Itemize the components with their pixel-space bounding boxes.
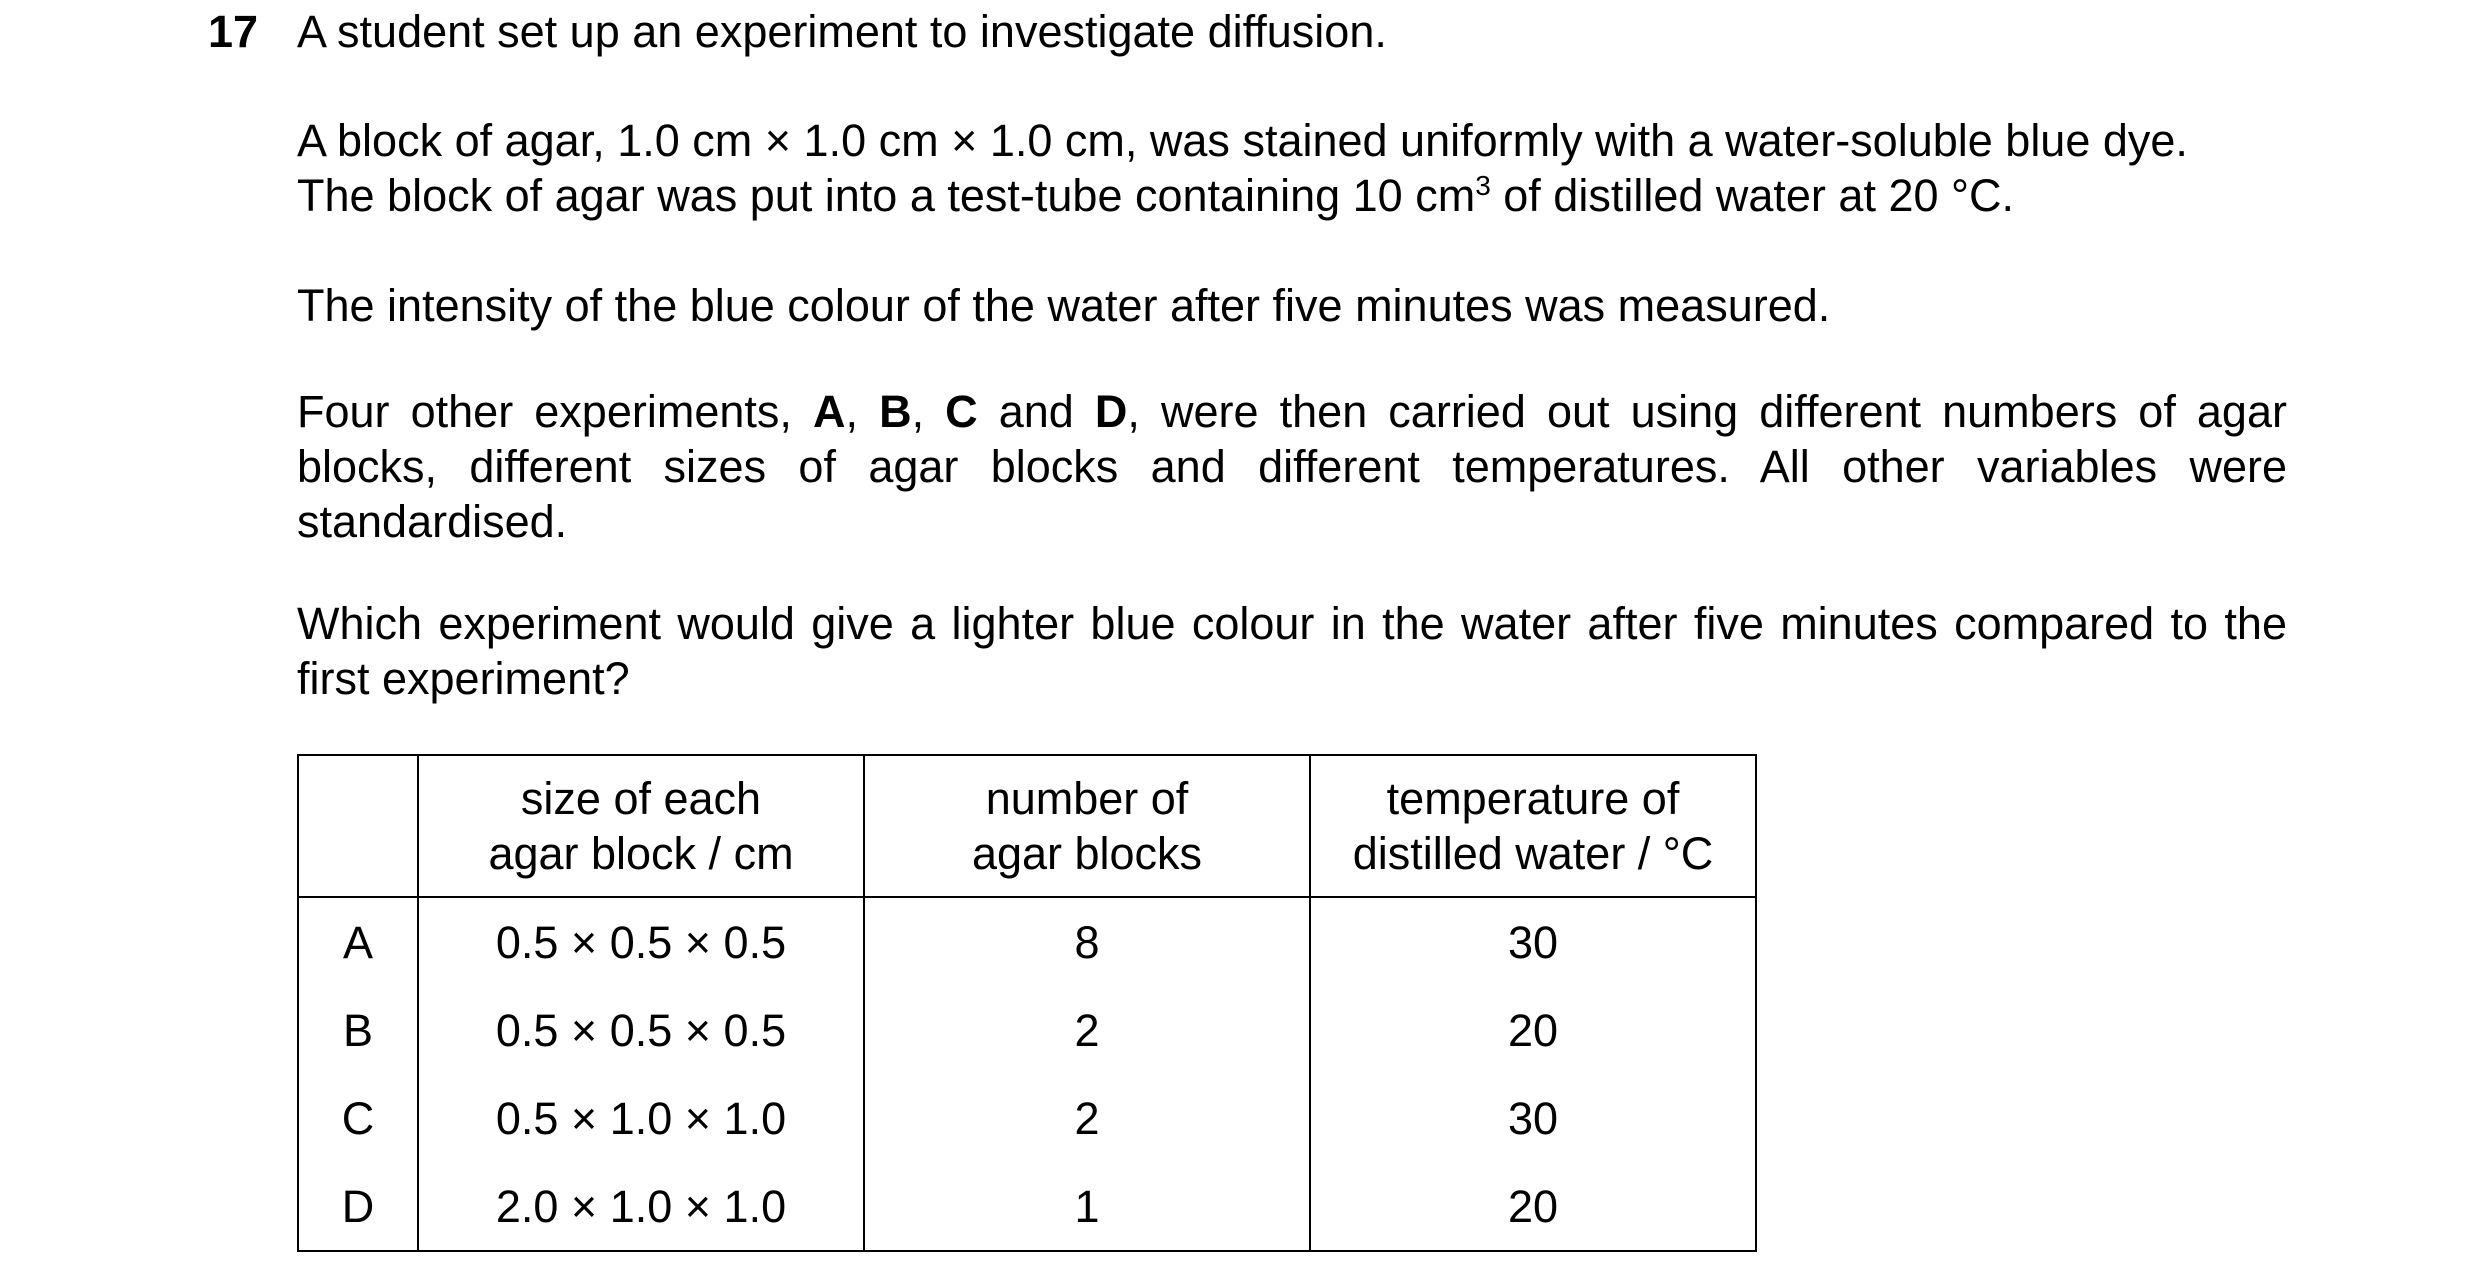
table-row[interactable] — [298, 1074, 1756, 1162]
cell-number: 2 — [864, 1074, 1310, 1162]
header-blank — [298, 755, 418, 897]
question-prompt: Which experiment would give a lighter blue colour in the water after five minutes compared to the first experiment? — [297, 598, 2287, 704]
cell-size: 2.0 × 1.0 × 1.0 — [418, 1162, 864, 1251]
row-label: A — [298, 897, 418, 986]
option-b-ref: B — [879, 386, 912, 437]
table-row[interactable] — [298, 897, 1756, 986]
cell-temperature: 20 — [1310, 986, 1756, 1074]
setup-paragraph — [297, 113, 2287, 223]
cell-number: 2 — [864, 986, 1310, 1074]
setup-line-1: A block of agar, 1.0 cm × 1.0 cm × 1.0 cm, was stained uniformly with a water-soluble blue dye. — [297, 115, 2188, 166]
question-intro: A student set up an experiment to investigate diffusion. — [297, 6, 1387, 57]
row-label: D — [298, 1162, 418, 1251]
setup-line-2: The block of agar was put into a test-tube containing 10 $cm^3$ of distilled water at 20 °C. — [297, 170, 2015, 221]
table-header-row — [298, 755, 1756, 897]
cell-size: 0.5 × 0.5 × 0.5 — [418, 986, 864, 1074]
header-temperature: temperature of distilled water / °C — [1310, 755, 1756, 897]
table-row[interactable] — [298, 1162, 1756, 1251]
experiments-table — [297, 754, 1757, 1252]
cell-temperature: 30 — [1310, 1074, 1756, 1162]
row-label: C — [298, 1074, 418, 1162]
option-c-ref: C — [945, 386, 978, 437]
question-number: 17 — [208, 6, 259, 57]
header-size: size of each agar block / cm — [418, 755, 864, 897]
cell-size: 0.5 × 1.0 × 1.0 — [418, 1074, 864, 1162]
option-d-ref: D — [1094, 386, 1128, 437]
cell-number: 1 — [864, 1162, 1310, 1251]
cell-number: 8 — [864, 897, 1310, 986]
experiments-paragraph: Four other experiments, A, B, C and D, were then carried out using different numbers of agar blocks, different sizes of agar blocks and different temperatures. All other variables were standardised. — [297, 386, 2287, 547]
cell-temperature: 20 — [1310, 1162, 1756, 1251]
option-a-ref: A — [812, 386, 846, 437]
header-number: number of agar blocks — [864, 755, 1310, 897]
table-row[interactable] — [298, 986, 1756, 1074]
cell-size: 0.5 × 0.5 × 0.5 — [418, 897, 864, 986]
row-label: B — [298, 986, 418, 1074]
cell-temperature: 30 — [1310, 897, 1756, 986]
superscript-3: 3 — [1475, 170, 1491, 201]
measurement-paragraph: The intensity of the blue colour of the water after five minutes was measured. — [297, 280, 1831, 331]
